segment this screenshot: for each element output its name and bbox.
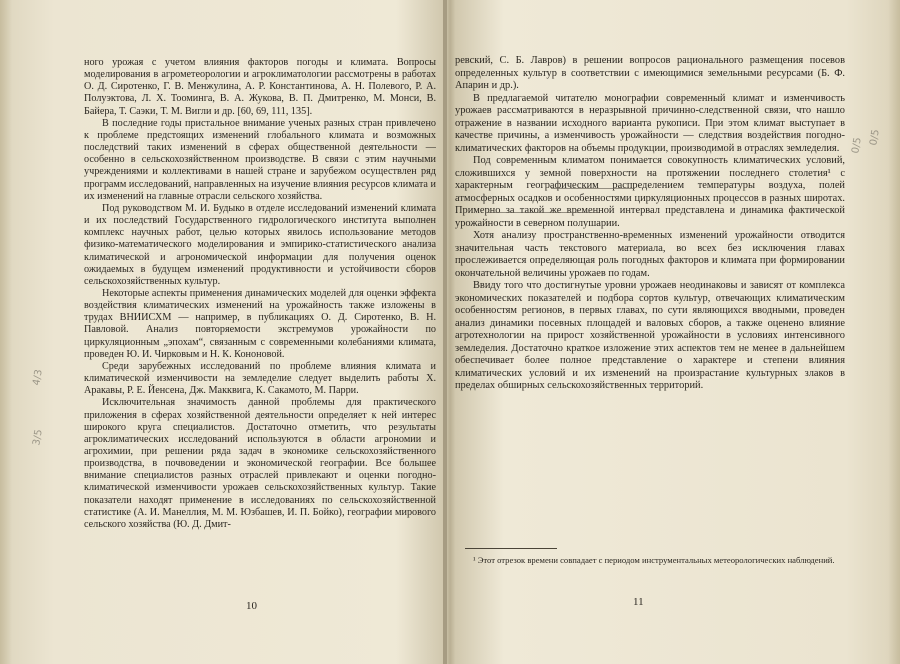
pencil-underline [487,212,599,213]
pencil-underline [551,188,635,189]
pencil-margin-note: 4/3 [31,368,45,387]
paragraph: Некоторые аспекты применения динамических моделей для оценки эффекта воздействия климатических изменений на урожайность также изложены в трудах ВНИИСХМ — например, в публикациях О. Д. Сиротенко, В. Н. Павловой. Анализ повторяемости экстремумов урожайности по циркуляционным „эпохам“, связанным с современными колебаниями климата, проведен Ю. И. Чирковым и Н. К. Кононовой. [84,287,436,360]
left-page [0,0,445,664]
paragraph: Ввиду того что достигнутые уровни урожаев неодинаковы и зависят от комплекса экономических показателей и подбора сортов культур, отвечающих климатическим особенностям регионов, в первых главах, по сути являющихся вводными, проведен анализ динамики посевных площадей и валовых сборов, а также оценено влияние агротехнологии на прирост хозяйственной урожайности в условиях интенсивного земледелия. Достаточно краткое изложение этих аспектов тем не менее в дальнейшем обеспечивает более полное представление о характере и степени влияния климатических условий и их изменений на произрастание культурных злаков в пределах обширных сельскохозяйственных территорий. [455,280,845,391]
page-number: 11 [633,596,644,608]
pencil-margin-note: 0/5 [850,136,864,155]
footnote: ¹ Этот отрезок времени совпадает с периодом инструментальных метеорологических наблюдений. [473,555,835,565]
right-page-text [455,55,845,393]
left-page-text [84,57,436,531]
paragraph: В последние годы пристальное внимание ученых разных стран привлечено к проблеме предстоящих изменений глобального климата и возможных последствий таких изменений в сферах общественной деятельности — особенно в сельскохозяйственном производстве. В связи с этим научными учреждениями и коллективами в нашей стране и зарубежом осуществлен ряд программ исследований, направленных на изучение влияния ресурсов климата и их изменений на главные отрасли сельского хозяйства. [84,117,436,202]
paragraph: Хотя анализу пространственно-временных изменений урожайности отводится значительная часть текстового материала, во всех без исключения главах прослеживается определяющая роль погодных факторов и климата при формировании окончательной величины урожаев по годам. [455,230,845,279]
paragraph: В предлагаемой читателю монографии современный климат и изменчивость урожаев рассматриваются в неразрывной причинно-следственной связи, что нашло отражение в названии исходного варианта рукописи. При этом климат выступает в качестве причины, а изменчивость урожайности — следствия воздействия погодно-климатических факторов на объемы продукции, производимой в отраслях земледелия. [455,92,845,154]
paragraph: Исключительная значимость данной проблемы для практического приложения в сферах хозяйственной деятельности определяет к ней интерес широкого круга специалистов. Достаточно отметить, что результаты агроклиматических исследований используются в области агрономии и агрохимии, при решении ряда задач в экономике сельскохозяйственного производства, в почвоведении и экономической географии. Все большее внимание специалистов разных отраслей привлекают и оценки погодно-климатической изменчивости урожаев сельскохозяйственных культур. Такие показатели находят применение в исследованиях по сельскохозяйственной статистике (А. И. Манеллия, М. М. Юзбашев, И. П. Бойко), географии мирового сельского хозяйства (Ю. Д. Дмит- [84,397,436,530]
page-number: 10 [246,600,257,612]
pencil-margin-note: 0/5 [868,128,882,147]
pencil-margin-note: 3/5 [31,428,45,447]
footnote-separator [465,548,557,549]
paragraph: Под руководством М. И. Будыко в отделе исследований изменений климата и их последствий Государственного гидрологического института выполнен комплекс научных работ, целью которых явилось использование методов физико-математического моделирования и эмпирико-статистического анализа климатической и агрономической информации для получения оценок ожидаемых в будущем изменений продуктивности и устойчивости сборов сельскохозяйственных культур. [84,202,436,287]
right-page [447,0,900,664]
paragraph: ревский, С. Б. Лавров) в решении вопросов рационального размещения посевов определенных культур в соответствии с имеющимися земельными ресурсами (Б. Ф. Апарин и др.). [455,55,845,91]
paragraph: ного урожая с учетом влияния факторов погоды и климата. Вопросы моделирования в агрометеорологии и агроклиматологии рассмотрены в работах О. Д. Сиротенко, Г. В. Менжулина, А. Р. Константинова, А. Н. Полевого, Р. А. Полуэктова, Л. Х. Тооминга, В. А. Жукова, В. П. Дмитренко, М. Монси, В. Байера, Т. Саэки, Т. М. Вигли и др. [60, 69, 111, 135]. [84,57,436,117]
paragraph: Под современным климатом понимается совокупность климатических условий, сложившихся у земной поверхности на протяжении последнего столетия¹ с характерным географическим распределением температуры воздуха, полей атмосферных осадков и особенностями циркуляционных процессов в разных широтах. Примерно за такой же временной интервал представлена и динамика фактической урожайности в северном полушарии. [455,155,845,229]
paragraph: Среди зарубежных исследований по проблеме влияния климата и климатической изменчивости на земледелие следует выделить работы Х. Аракавы, Р. Е. Йенсена, Дж. Макквига, К. Сакамото, М. Парри. [84,360,436,397]
